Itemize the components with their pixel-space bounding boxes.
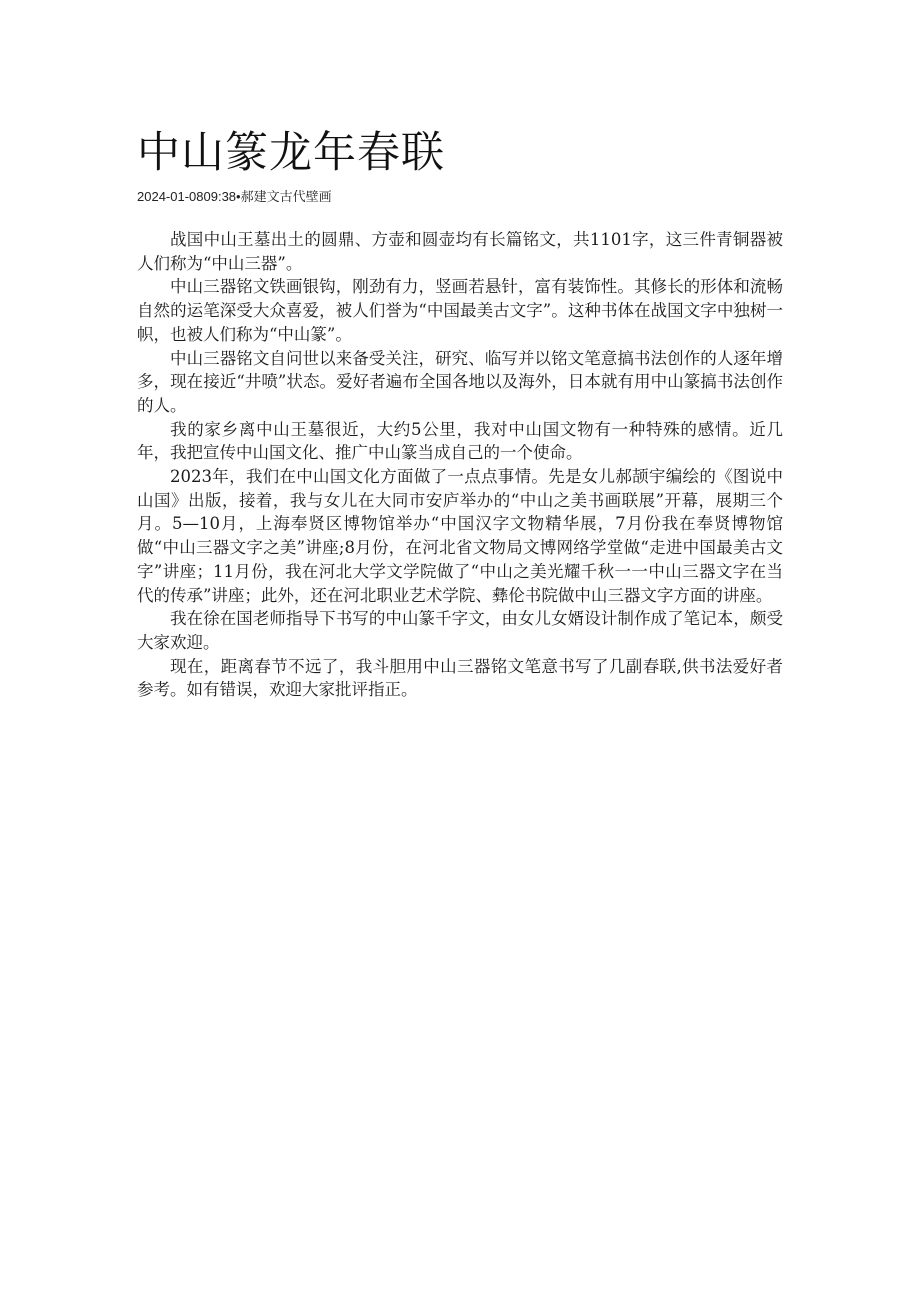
paragraph: 中山三器铭文自问世以来备受关注，研究、临写并以铭文笔意搞书法创作的人逐年增多，现在接近“井喷”状态。爱好者遍布全国各地以及海外，日本就有用中山篆搞书法创作的人。: [137, 348, 783, 415]
paragraph: 中山三器铭文铁画银钩，刚劲有力，竖画若悬针，富有装饰性。其修长的形体和流畅自然的运笔深受大众喜爱，被人们誉为“中国最美古文字”。这种书体在战国文字中独树一帜，也被人们称为“中山篆”。: [137, 277, 783, 344]
article-title: 中山篆龙年春联: [137, 128, 445, 178]
article-meta: 2024-01-0809:38•郝建文古代壁画: [137, 189, 332, 204]
paragraph: 现在，距离春节不远了，我斗胆用中山三器铭文笔意书写了几副春联,供书法爱好者参考。如有错误，欢迎大家批评指正。: [137, 656, 783, 700]
paragraph: 2023年，我们在中山国文化方面做了一点点事情。先是女儿郝颉宇编绘的《图说中山国》出版，接着，我与女儿在大同市安庐举办的“中山之美书画联展”开幕，展期三个月。5—10月，上海奉贤区博物馆举办“中国汉字文物精华展，7月份我在奉贤博物馆做“中山三器文字之美”讲座;8月份，在河北省文物局文博网络学堂做“走进中国最美古文字”讲座；11月份，我在河北大学文学院做了“中山之美光耀千秋一一中山三器文字在当代的传承”讲座；此外，还在河北职业艺术学院、彝伦书院做中山三器文字方面的讲座。: [137, 467, 783, 605]
paragraph: 战国中山王墓出土的圆鼎、方壶和圆壶均有长篇铭文，共1101字，这三件青铜器被人们称为“中山三器”。: [137, 230, 783, 273]
article-body: [137, 228, 783, 702]
paragraph: 我在徐在国老师指导下书写的中山篆千字文，由女儿女婿设计制作成了笔记本，颇受大家欢迎。: [137, 609, 783, 652]
paragraph: 我的家乡离中山王墓很近，大约5公里，我对中山国文物有一种特殊的感情。近几年，我把宣传中山国文化、推广中山篆当成自己的一个使命。: [137, 419, 783, 463]
